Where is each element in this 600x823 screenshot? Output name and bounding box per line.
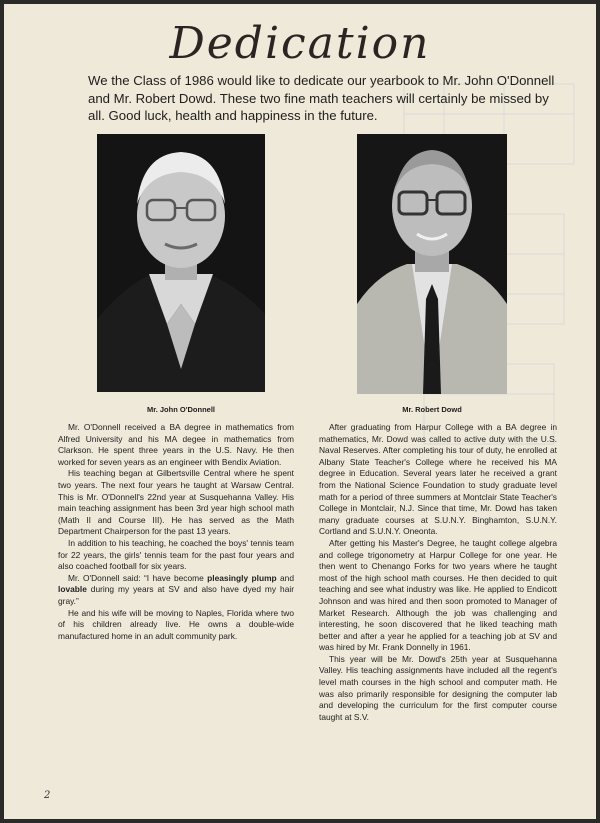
caption-john-odonnell: Mr. John O'Donnell xyxy=(146,405,216,414)
quote-text: during my years at SV and also have dyed my hair gray.” xyxy=(58,584,294,606)
paragraph: After getting his Master's Degree, he taught college algebra and college trigonometry at Harpur College for one year. He then went to Chenango Forks for two years where he taught most of the high school math courses. He then decided to quit teaching and see what industry was like. He applied to Endicott Johnson and was hired and then soon promoted to Manager of Market Research. Although the job was challenging and interesting, he soon discovered that he liked teaching math better and after a year he applied for a teaching job at SV and was hired by Mr. Frank Donnelly in 1961. xyxy=(319,537,557,653)
page-title: Dedication xyxy=(169,18,431,69)
caption-robert-dowd: Mr. Robert Dowd xyxy=(402,405,462,414)
photo-robert-dowd xyxy=(357,134,507,394)
paragraph: After graduating from Harpur College with a BA degree in mathematics, Mr. Dowd was called to active duty with the U.S. Naval Reserves. After completing his tour of duty, he enrolled at Albany State Teacher's College where he received his MA degree in Education. Several years later he received a grant from the National Science Foundation to study graduate level math for a period of three summers at Montclair State Teacher's College in Montclair, N.J. Since that time, Mr. Dowd has taken many graduate courses at S.U.N.Y. Binghamton, S.U.N.Y. Cortland and S.U.N.Y. Oneonta. xyxy=(319,422,557,537)
paragraph: Mr. O'Donnell received a BA degree in mathematics from Alfred University and his MA degee in mathematics from Clarkson. He spent three years in the U.S. Navy. He then worked for seven years as an engineer with Bendix Aviation. xyxy=(58,422,294,467)
quote-text: and xyxy=(276,572,294,583)
paragraph: His teaching began at Gilbertsville Central where he spent two years. The next four years he taught at Warsaw Central. This is Mr. O'Donnell's 22nd year at Susquehanna Valley. His main teaching assignment has been 3rd year high school math (Math II and Course III). He has served as the Math Department Chairperson for the past 13 years. xyxy=(58,468,294,537)
page-number: 2 xyxy=(44,790,51,801)
paragraph: In addition to his teaching, he coached the boys' tennis team for 22 years, the girls' tennis team for the past four years and also coached football for six years. xyxy=(58,537,294,572)
paragraph: He and his wife will be moving to Naples, Florida where two of his children already live. He owns a double-wide manufactured home in an adult community park. xyxy=(58,607,294,641)
column-odonnell xyxy=(58,422,294,642)
yearbook-page xyxy=(4,4,596,819)
quote-bold: lovable xyxy=(58,584,87,595)
quote-bold: pleasingly plump xyxy=(207,572,277,583)
photo-john-odonnell xyxy=(97,134,265,392)
quote-text: Mr. O'Donnell said: “I have become xyxy=(68,572,208,583)
column-dowd xyxy=(319,422,557,723)
paragraph: This year will be Mr. Dowd's 25th year at Susquehanna Valley. His teaching assignments have included all the regent's level math courses in the high school and computer math. He was also primarily responsible for designing the computer lab and developing the curriculum for the first computer course taught at S.V. xyxy=(319,653,557,722)
dedication-intro: We the Class of 1986 would like to dedicate our yearbook to Mr. John O'Donnell and Mr. Robert Dowd. These two fine math teachers will certainly be missed by all. Good luck, health and happiness in the future. xyxy=(88,73,555,123)
paragraph-quote xyxy=(58,573,294,608)
